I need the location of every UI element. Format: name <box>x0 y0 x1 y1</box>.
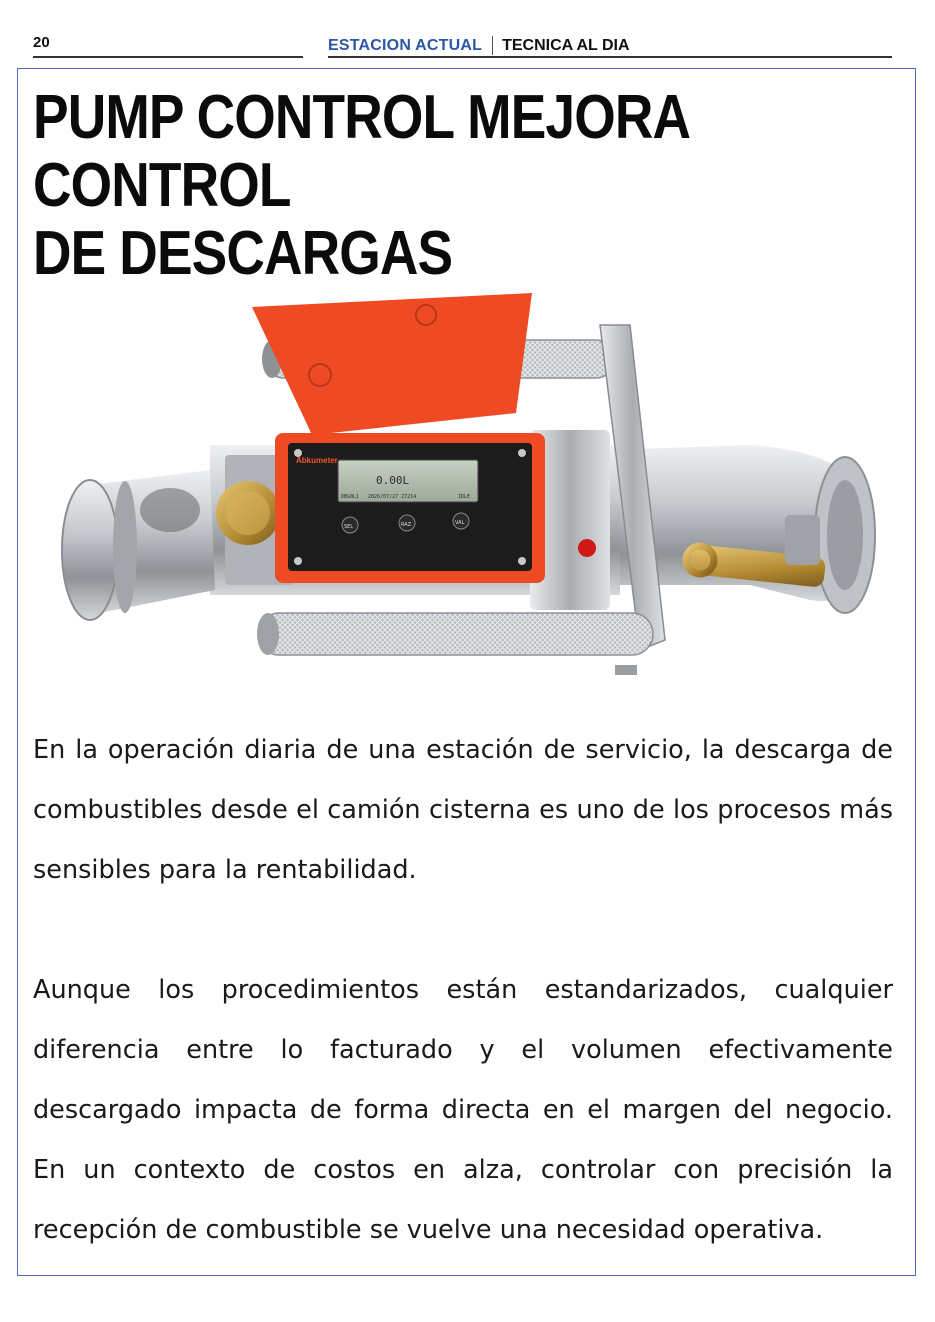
orange-cover <box>252 293 532 435</box>
header-rule-left <box>33 56 303 58</box>
section-header <box>328 36 630 55</box>
paragraph-2: Aunque los procedimientos están estandarizados, cualquier diferencia entre lo facturado y el volumen efectivamente descargado impacta de forma directa en el margen del negocio. En un contexto de costos en alza, controlar con precisión la recepción de combustible se vuelve una necesidad operativa. <box>33 975 893 1245</box>
publication-name: ESTACION ACTUAL <box>328 36 483 54</box>
display-housing <box>275 433 545 583</box>
page-number: 20 <box>33 34 50 51</box>
device-brand: Abkumeter <box>296 456 338 465</box>
header-separator <box>492 36 493 55</box>
lcd-status-right: IDLE <box>458 494 471 500</box>
sel-button-label: SEL <box>344 524 354 530</box>
lcd-status-left: DBG0L1 <box>341 494 360 500</box>
inlet-coupling <box>62 470 215 620</box>
lcd-reading: 0.00L <box>376 474 410 487</box>
article-body <box>33 720 893 1260</box>
lcd-status-mid: 2026/07/27 27214 <box>368 494 417 500</box>
brass-knob <box>216 481 280 545</box>
raz-button-label: RAZ <box>401 522 412 528</box>
paragraph-1: En la operación diaria de una estación de servicio, la descarga de combustibles desde el camión cisterna es uno de los procesos más sensibles para la rentabilidad. <box>33 735 893 885</box>
product-photo <box>50 285 880 695</box>
header-rule-right <box>328 56 892 58</box>
val-button-label: VAL <box>455 520 465 526</box>
section-name: TECNICA AL DIA <box>502 36 630 54</box>
bottom-handle <box>257 613 653 655</box>
headline: PUMP CONTROL MEJORA CONTROL DE DESCARGAS <box>33 83 689 288</box>
